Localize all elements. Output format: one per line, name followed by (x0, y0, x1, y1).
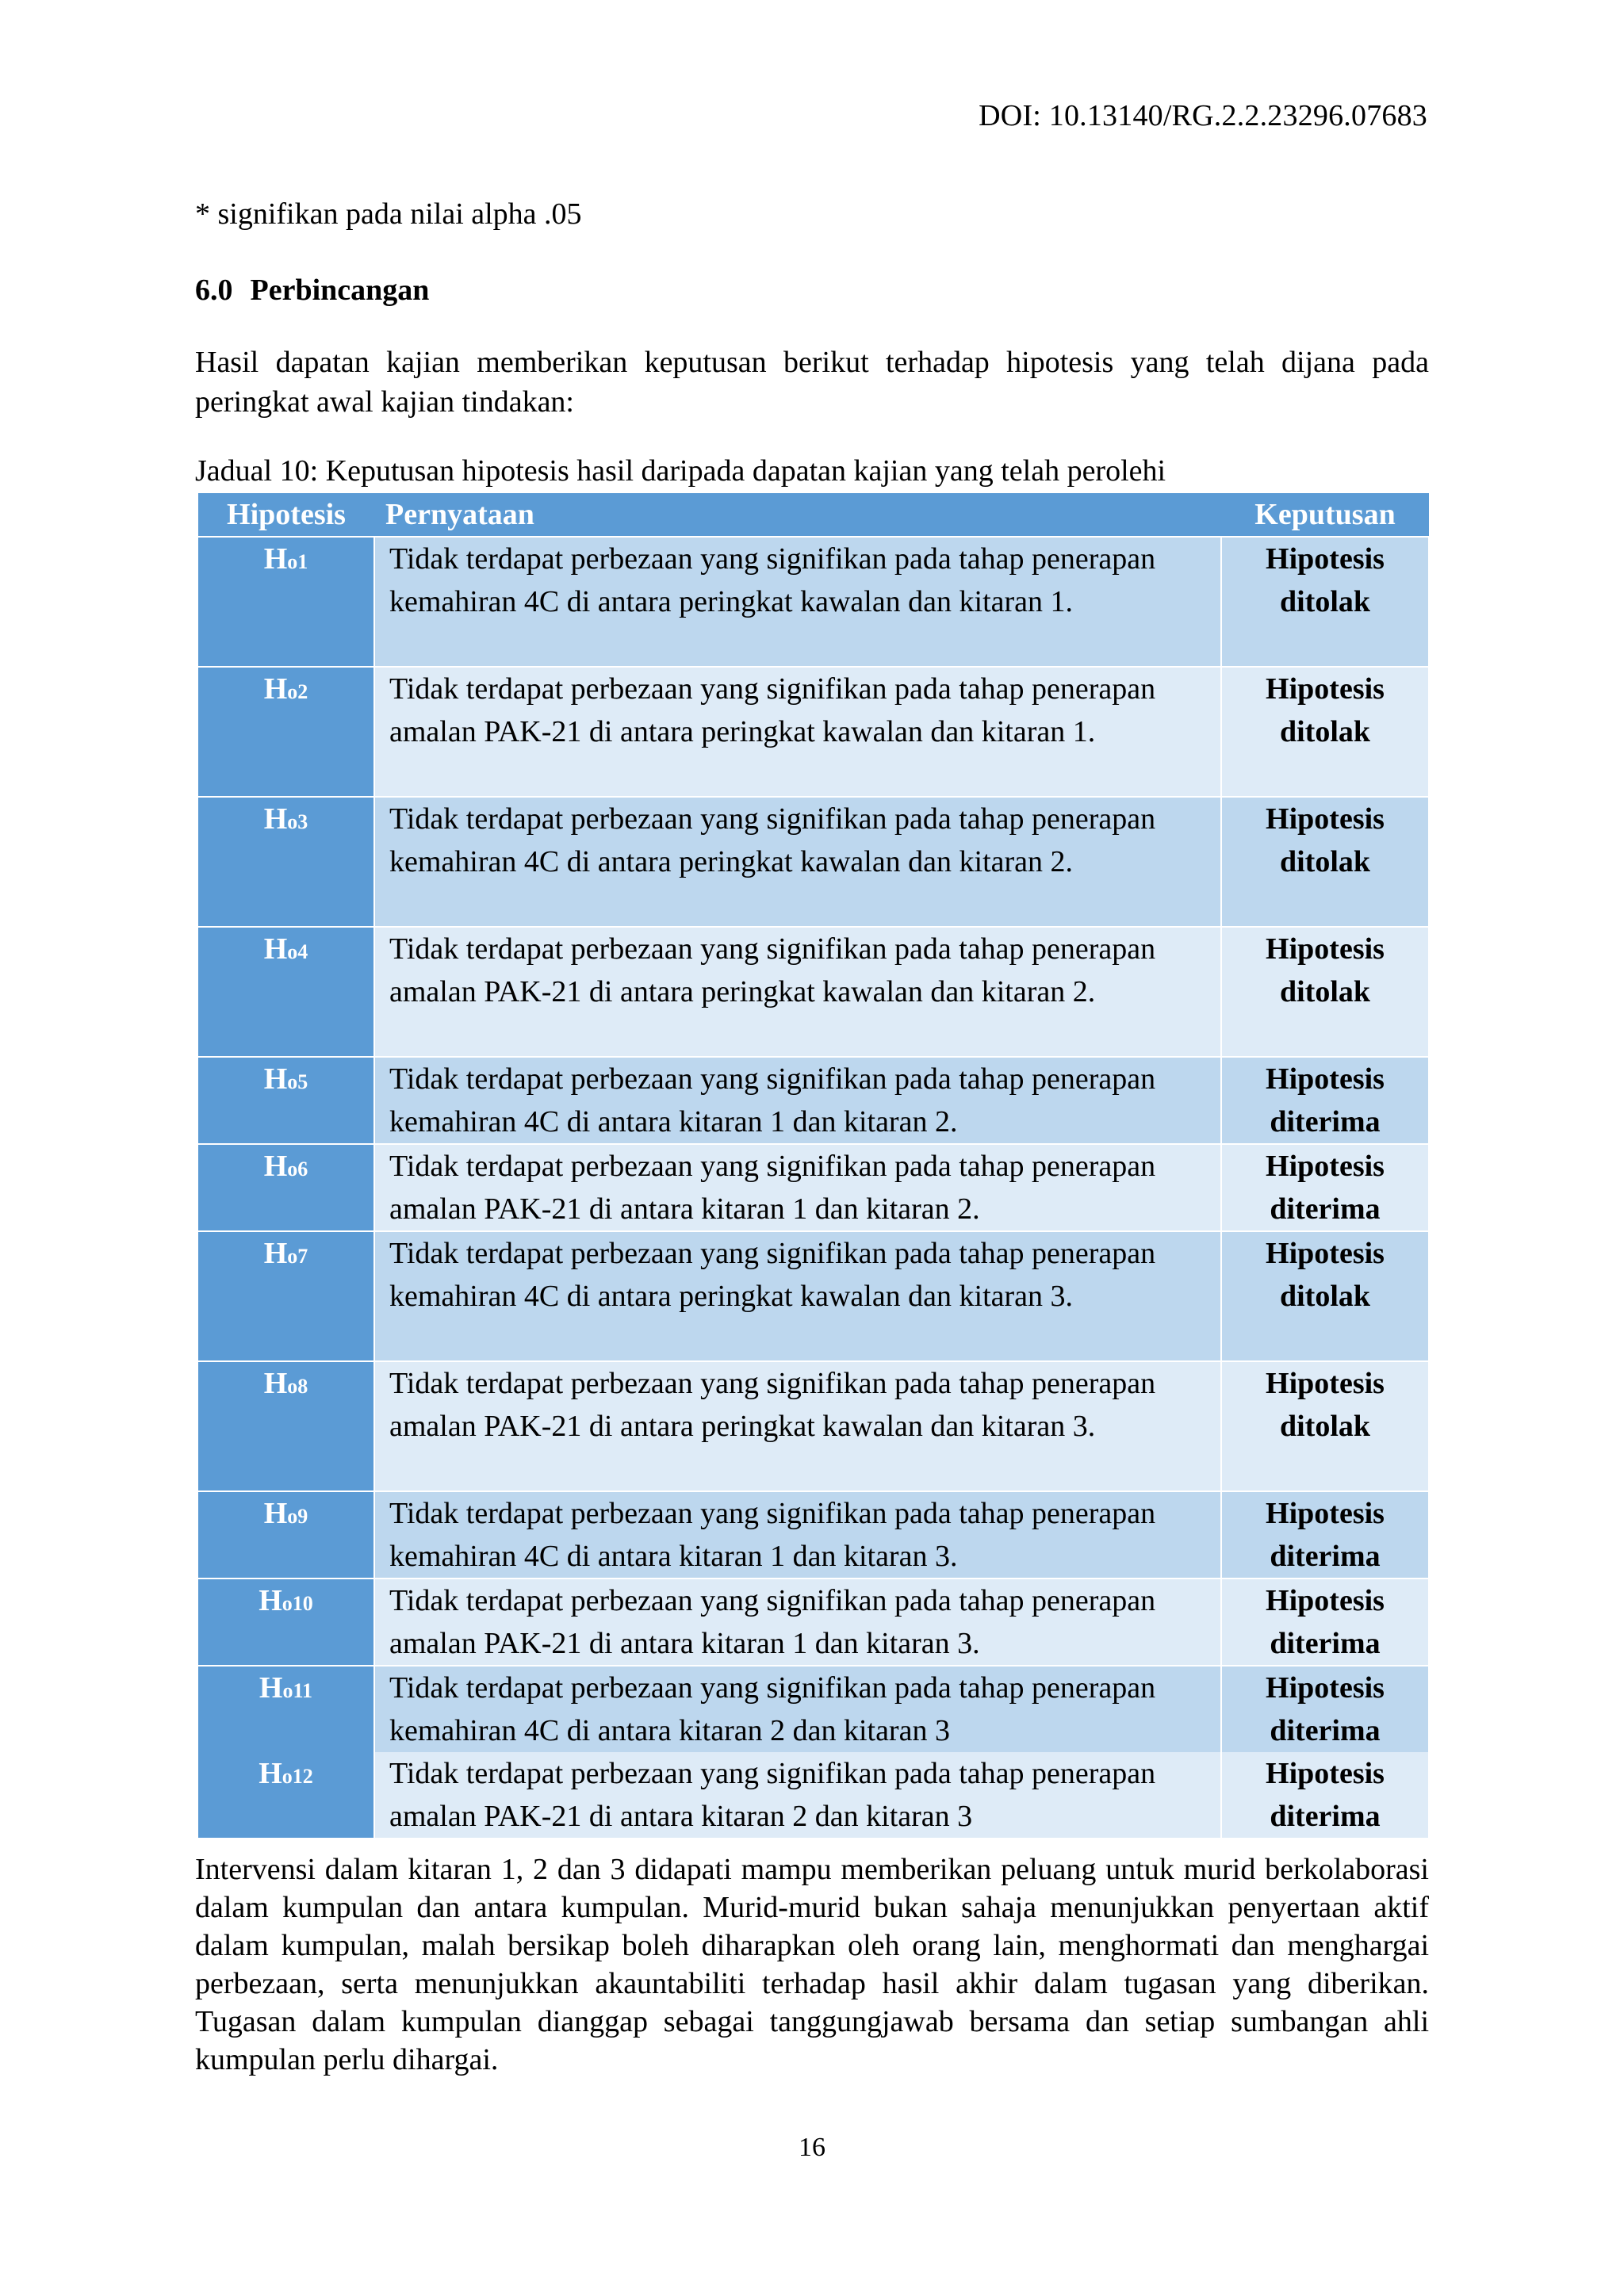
table-row (198, 797, 1429, 927)
page-number: 16 (799, 2133, 825, 2162)
hypothesis-code: Ho2 (198, 667, 374, 797)
hypothesis-table (198, 493, 1430, 1838)
hypothesis-statement: Tidak terdapat perbezaan yang signifikan pada tahap penerapan amalan PAK-21 di antara kitaran 1 dan kitaran 2. (374, 1144, 1221, 1231)
table-row (198, 1231, 1429, 1361)
column-header-pernyataan: Pernyataan (374, 493, 1221, 537)
hypothesis-code: Ho4 (198, 927, 374, 1057)
hypothesis-decision: Hipotesis ditolak (1221, 667, 1429, 797)
hypothesis-code: Ho5 (198, 1057, 374, 1144)
hypothesis-code: Ho1 (198, 537, 374, 667)
hypothesis-statement: Tidak terdapat perbezaan yang signifikan pada tahap penerapan amalan PAK-21 di antara peringkat kawalan dan kitaran 1. (374, 667, 1221, 797)
hypothesis-decision: Hipotesis diterima (1221, 1578, 1429, 1666)
table-row (198, 667, 1429, 797)
table-caption: Jadual 10: Keputusan hipotesis hasil daripada dapatan kajian yang telah perolehi (195, 454, 1166, 488)
hypothesis-statement: Tidak terdapat perbezaan yang signifikan pada tahap penerapan kemahiran 4C di antara kitaran 1 dan kitaran 2. (374, 1057, 1221, 1144)
hypothesis-statement: Tidak terdapat perbezaan yang signifikan pada tahap penerapan kemahiran 4C di antara kitaran 2 dan kitaran 3 (374, 1666, 1221, 1752)
hypothesis-code: Ho7 (198, 1231, 374, 1361)
section-number: 6.0 (195, 274, 233, 307)
hypothesis-code: Ho3 (198, 797, 374, 927)
table-row (198, 1752, 1429, 1838)
hypothesis-statement: Tidak terdapat perbezaan yang signifikan pada tahap penerapan kemahiran 4C di antara peringkat kawalan dan kitaran 1. (374, 537, 1221, 667)
table-row (198, 1578, 1429, 1666)
column-header-keputusan: Keputusan (1221, 493, 1429, 537)
hypothesis-statement: Tidak terdapat perbezaan yang signifikan pada tahap penerapan kemahiran 4C di antara kitaran 1 dan kitaran 3. (374, 1491, 1221, 1578)
table-row (198, 927, 1429, 1057)
section-heading (195, 273, 429, 308)
hypothesis-decision: Hipotesis ditolak (1221, 537, 1429, 667)
hypothesis-statement: Tidak terdapat perbezaan yang signifikan pada tahap penerapan amalan PAK-21 di antara peringkat kawalan dan kitaran 2. (374, 927, 1221, 1057)
table-row (198, 1666, 1429, 1752)
table-row (198, 1144, 1429, 1231)
table-row (198, 1491, 1429, 1578)
significance-note: * signifikan pada nilai alpha .05 (195, 197, 582, 231)
hypothesis-code: Ho8 (198, 1361, 374, 1491)
section-title: Perbincangan (250, 274, 430, 307)
hypothesis-statement: Tidak terdapat perbezaan yang signifikan pada tahap penerapan amalan PAK-21 di antara peringkat kawalan dan kitaran 3. (374, 1361, 1221, 1491)
hypothesis-decision: Hipotesis ditolak (1221, 797, 1429, 927)
discussion-paragraph: Intervensi dalam kitaran 1, 2 dan 3 didapati mampu memberikan peluang untuk murid berkolaborasi dalam kumpulan dan antara kumpulan. Murid-murid bukan sahaja menunjukkan penyertaan aktif dalam kumpulan, malah bersikap boleh diharapkan oleh orang lain, menghormati dan menghargai perbezaan, serta menunjukkan akauntabiliti terhadap hasil akhir dalam tugasan yang diberikan. Tugasan dalam kumpulan dianggap sebagai tanggungjawab bersama dan setiap sumbangan ahli kumpulan perlu dihargai. (195, 1853, 1429, 2076)
hypothesis-statement: Tidak terdapat perbezaan yang signifikan pada tahap penerapan kemahiran 4C di antara peringkat kawalan dan kitaran 3. (374, 1231, 1221, 1361)
hypothesis-decision: Hipotesis diterima (1221, 1666, 1429, 1752)
hypothesis-decision: Hipotesis diterima (1221, 1144, 1429, 1231)
table-row (198, 1057, 1429, 1144)
column-header-hipotesis: Hipotesis (198, 493, 374, 537)
hypothesis-decision: Hipotesis diterima (1221, 1491, 1429, 1578)
table-header-row (198, 493, 1429, 537)
hypothesis-decision: Hipotesis diterima (1221, 1752, 1429, 1838)
hypothesis-code: Ho9 (198, 1491, 374, 1578)
hypothesis-code: Ho11 (198, 1666, 374, 1752)
hypothesis-statement: Tidak terdapat perbezaan yang signifikan pada tahap penerapan amalan PAK-21 di antara kitaran 1 dan kitaran 3. (374, 1578, 1221, 1666)
intro-paragraph: Hasil dapatan kajian memberikan keputusan berikut terhadap hipotesis yang telah dijana pada peringkat awal kajian tindakan: (195, 346, 1429, 419)
hypothesis-code: Ho6 (198, 1144, 374, 1231)
hypothesis-decision: Hipotesis diterima (1221, 1057, 1429, 1144)
hypothesis-statement: Tidak terdapat perbezaan yang signifikan pada tahap penerapan amalan PAK-21 di antara kitaran 2 dan kitaran 3 (374, 1752, 1221, 1838)
doi-header: DOI: 10.13140/RG.2.2.23296.07683 (979, 99, 1427, 132)
table-row (198, 537, 1429, 667)
hypothesis-decision: Hipotesis ditolak (1221, 1361, 1429, 1491)
hypothesis-decision: Hipotesis ditolak (1221, 1231, 1429, 1361)
table-row (198, 1361, 1429, 1491)
hypothesis-code: Ho10 (198, 1578, 374, 1666)
hypothesis-code: Ho12 (198, 1752, 374, 1838)
hypothesis-decision: Hipotesis ditolak (1221, 927, 1429, 1057)
hypothesis-statement: Tidak terdapat perbezaan yang signifikan pada tahap penerapan kemahiran 4C di antara peringkat kawalan dan kitaran 2. (374, 797, 1221, 927)
